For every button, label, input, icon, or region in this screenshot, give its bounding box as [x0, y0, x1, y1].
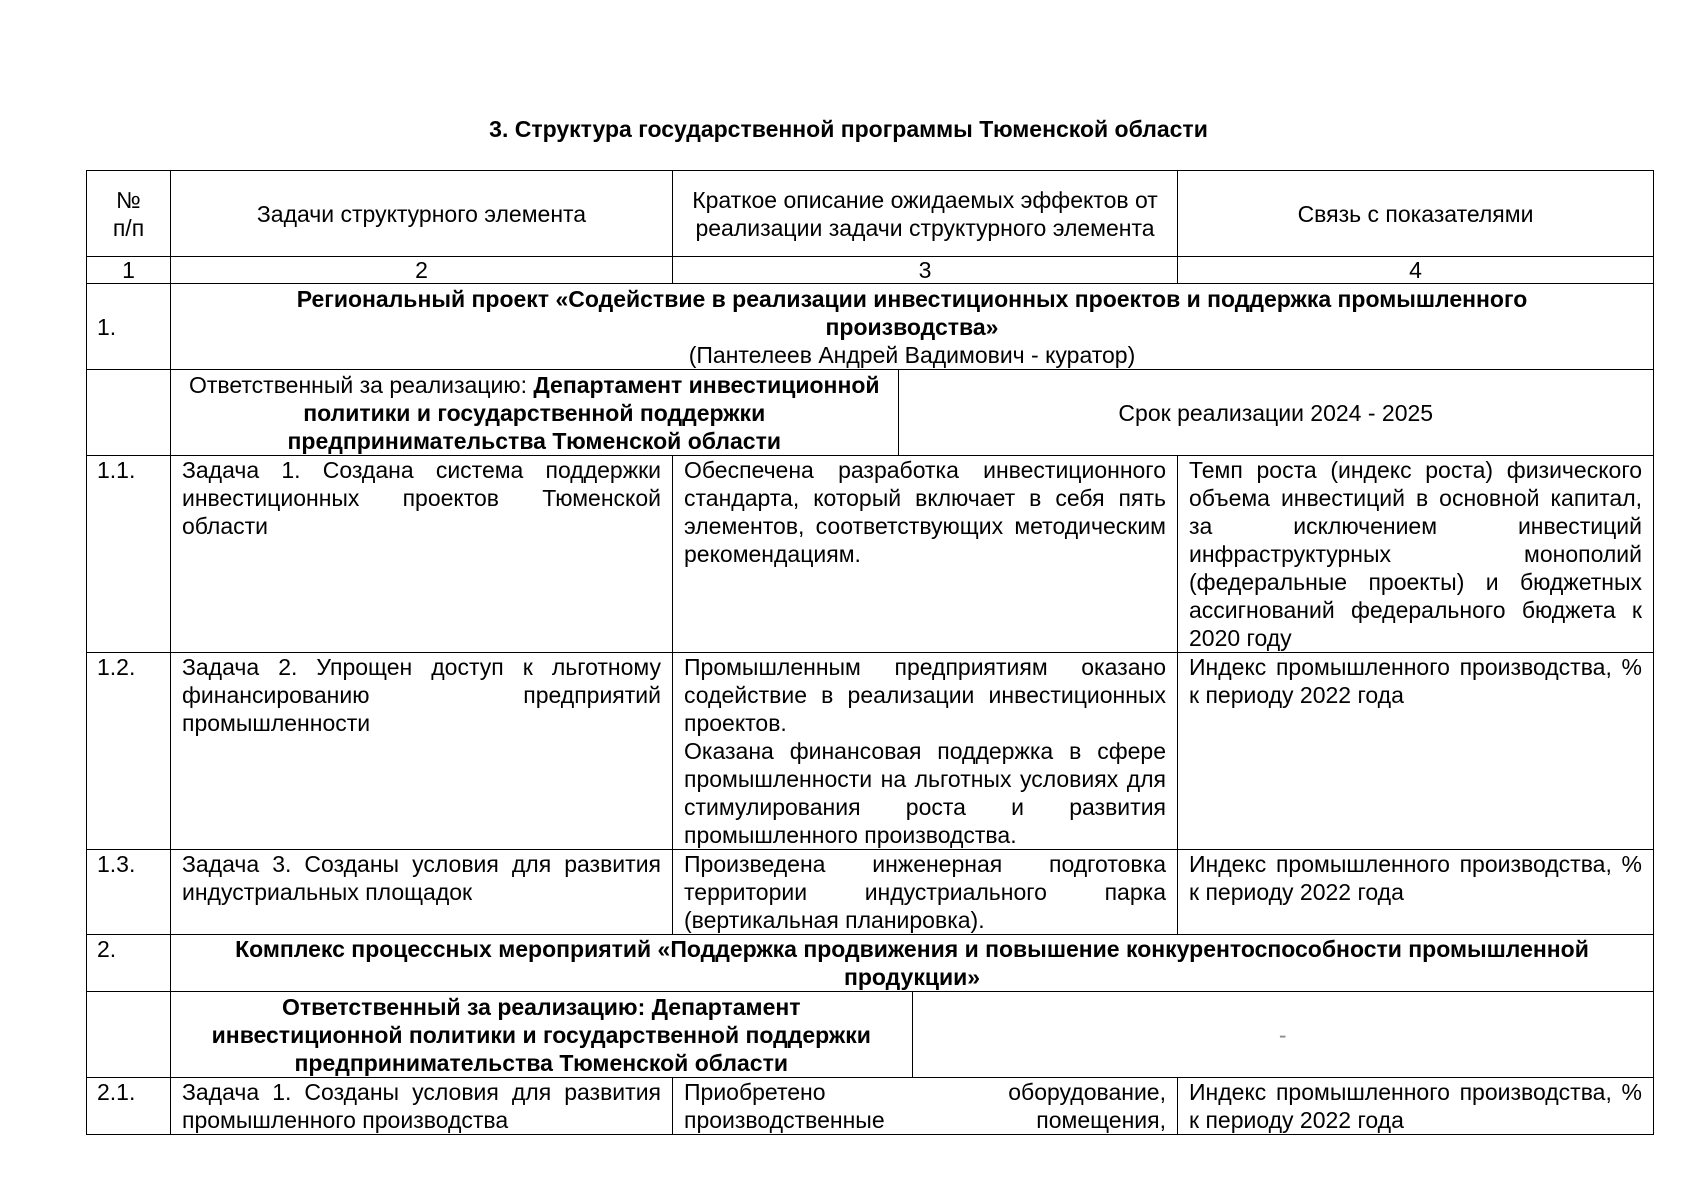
- indicator-cell: Индекс промышленного производства, % к периоду 2022 года: [1178, 653, 1654, 850]
- responsible-org: Департамент инвестиционной политики и государственной поддержки предпринимательства Тюменской области: [287, 371, 880, 454]
- period-cell: -: [1278, 1021, 1287, 1048]
- page-title: 3. Структура государственной программы Тюменской области: [489, 116, 1208, 142]
- responsible-split-cell: [171, 992, 1654, 1078]
- program-structure-table-wrap: [86, 170, 1653, 1135]
- responsible-cell: [171, 370, 898, 455]
- table-row: [87, 653, 1654, 850]
- indicator-cell: Индекс промышленного производства, % к периоду 2022 года: [1178, 1078, 1654, 1135]
- indicator-cell: Индекс промышленного производства, % к периоду 2022 года: [1178, 850, 1654, 935]
- row-number: 2.1.: [87, 1078, 171, 1135]
- task-cell: Задача 2. Упрощен доступ к льготному финансированию предприятий промышленности: [171, 653, 673, 850]
- section-curator: (Пантелеев Андрей Вадимович - куратор): [688, 342, 1136, 368]
- effect-paragraph: Оказана финансовая поддержка в сфере промышленности на льготных условиях для стимулирования роста и развития промышленного производства.: [684, 738, 1166, 848]
- responsible-row: [87, 992, 1654, 1078]
- column-number-row: [87, 257, 1654, 284]
- section-title: Региональный проект «Содействие в реализации инвестиционных проектов и поддержка промышленного производства»: [296, 286, 1528, 340]
- effect-cell: Приобретено оборудование, производственные помещения,: [673, 1078, 1178, 1135]
- empty-cell: [87, 370, 171, 456]
- responsible-inner: [171, 992, 1653, 1077]
- period-cell: Срок реализации 2024 - 2025: [1118, 399, 1434, 426]
- effect-cell: Произведена инженерная подготовка территории индустриального парка (вертикальная планировка).: [673, 850, 1178, 935]
- column-number: 4: [1178, 257, 1654, 284]
- responsible-inner: [171, 370, 1653, 455]
- row-number: 1.1.: [87, 456, 171, 653]
- column-number: 2: [171, 257, 673, 284]
- column-number: 3: [673, 257, 1178, 284]
- table-row: [87, 1078, 1654, 1135]
- responsible-row: [87, 370, 1654, 456]
- indicator-cell: Темп роста (индекс роста) физического объема инвестиций в основной капитал, за исключением инвестиций инфраструктурных монополий (федеральные проекты) и бюджетных ассигнований федерального бюджета к 2020 году: [1178, 456, 1654, 653]
- section-number: 1.: [87, 284, 171, 370]
- task-cell: Задача 3. Созданы условия для развития индустриальных площадок: [171, 850, 673, 935]
- header-indicators: Связь с показателями: [1178, 171, 1654, 257]
- responsible-cell: Ответственный за реализацию: Департамент инвестиционной политики и государственной поддержки предпринимательства Тюменской области: [171, 992, 912, 1077]
- row-number: 1.3.: [87, 850, 171, 935]
- effect-cell: Обеспечена разработка инвестиционного стандарта, который включает в себя пять элементов, соответствующих методическим рекомендациям.: [673, 456, 1178, 653]
- responsible-split-cell: [171, 370, 1654, 456]
- header-tasks: Задачи структурного элемента: [171, 171, 673, 257]
- task-cell: Задача 1. Создана система поддержки инвестиционных проектов Тюменской области: [171, 456, 673, 653]
- header-num: № п/п: [87, 171, 171, 257]
- row-number: 1.2.: [87, 653, 171, 850]
- section-row: [87, 284, 1654, 370]
- table-header-row: [87, 171, 1654, 257]
- effect-cell: [673, 653, 1178, 850]
- section-title-cell: [171, 284, 1654, 370]
- section-number: 2.: [87, 935, 171, 992]
- header-effects: Краткое описание ожидаемых эффектов от реализации задачи структурного элемента: [673, 171, 1178, 257]
- section-title: Комплекс процессных мероприятий «Поддержка продвижения и повышение конкурентоспособности промышленной продукции»: [171, 935, 1654, 992]
- table-row: [87, 456, 1654, 653]
- responsible-label: Ответственный за реализацию:: [188, 371, 527, 398]
- program-structure-table: [86, 170, 1654, 1135]
- section-row: [87, 935, 1654, 992]
- table-row: [87, 850, 1654, 935]
- effect-paragraph: Промышленным предприятиям оказано содействие в реализации инвестиционных проектов.: [684, 654, 1166, 736]
- column-number: 1: [87, 257, 171, 284]
- task-cell: Задача 1. Созданы условия для развития промышленного производства: [171, 1078, 673, 1135]
- empty-cell: [87, 992, 171, 1078]
